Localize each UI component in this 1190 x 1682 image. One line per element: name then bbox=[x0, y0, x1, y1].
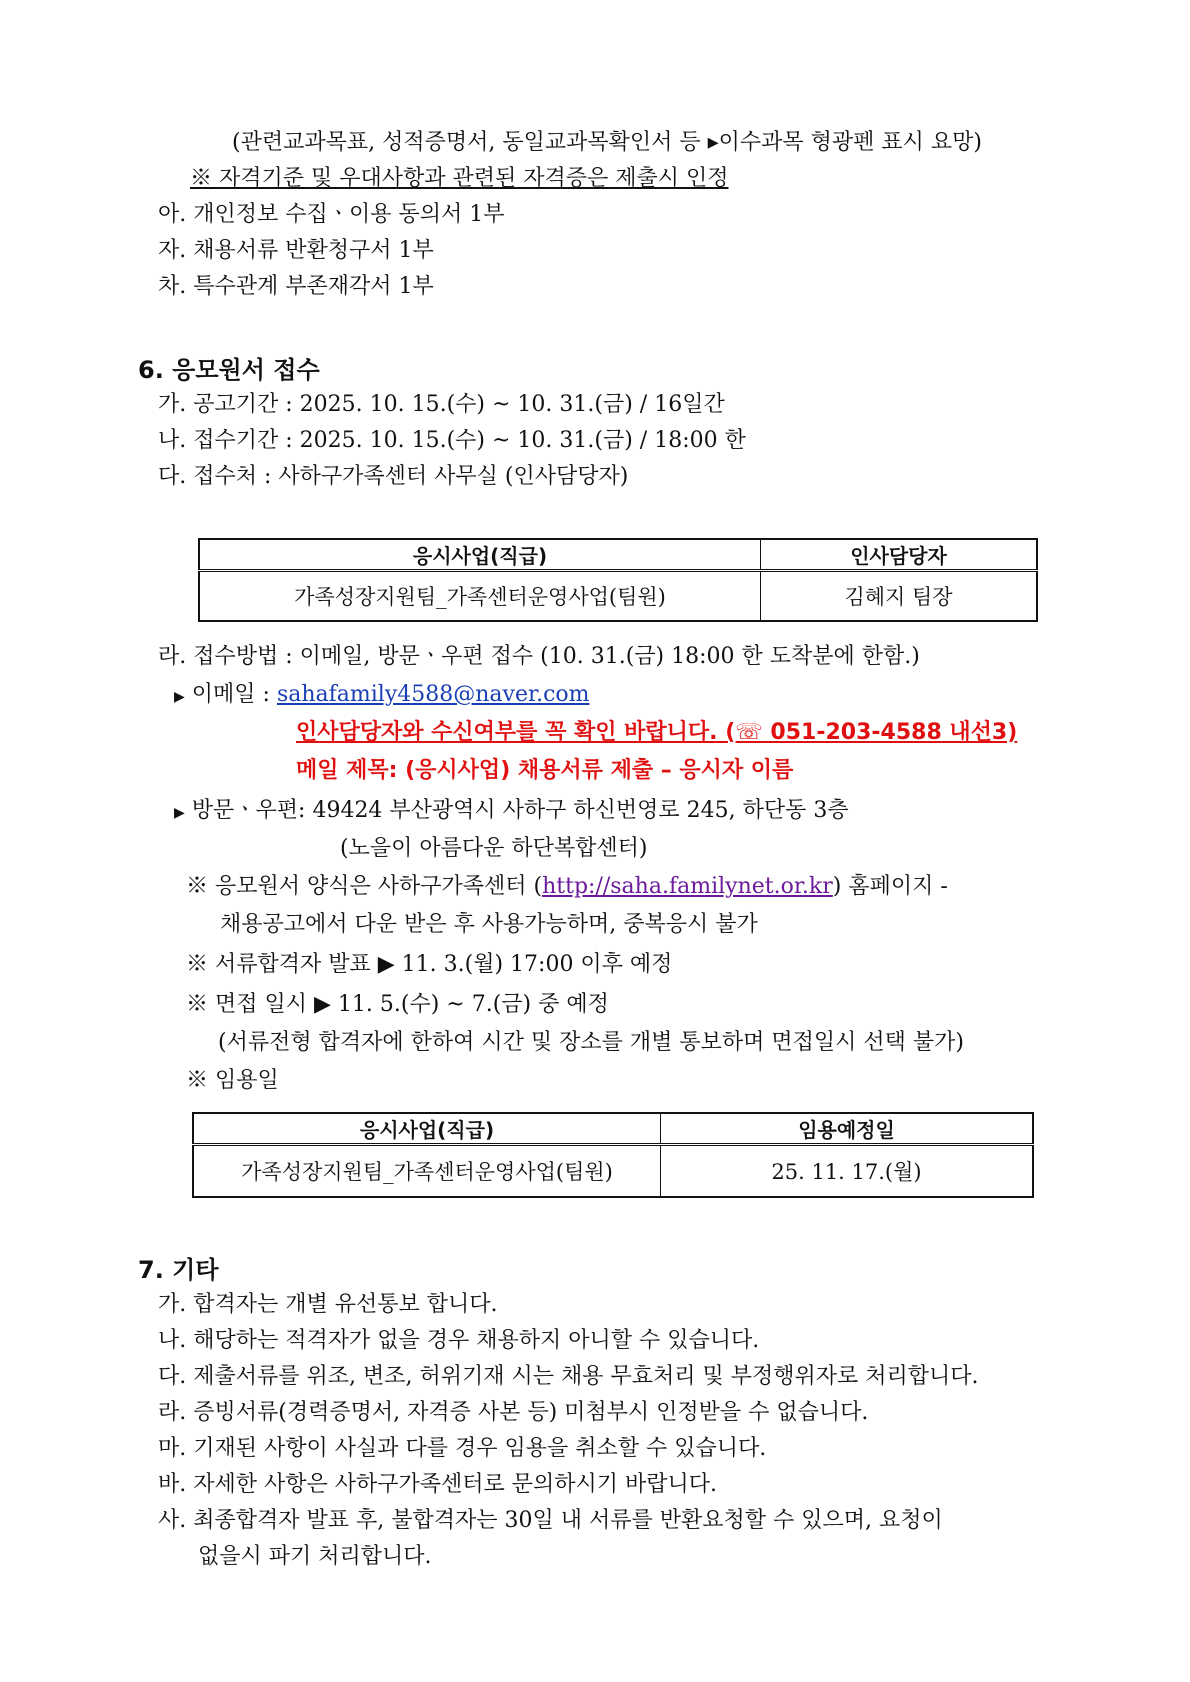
appointment-label: ※ 임용일 bbox=[186, 1068, 279, 1093]
table-header-row bbox=[199, 539, 1037, 571]
list-item: 바. 자세한 사항은 사하구가족센터로 문의하시기 바랍니다. bbox=[158, 1472, 718, 1497]
visit-building: (노을이 아름다운 하단복합센터) bbox=[340, 836, 648, 861]
table-cell: 25. 11. 17.(월) bbox=[771, 1160, 922, 1184]
cert-note: ※ 자격기준 및 우대사항과 관련된 자격증은 제출시 인정 bbox=[190, 166, 729, 191]
receive-method: 라. 접수방법 : 이메일, 방문ㆍ우편 접수 (10. 31.(금) 18:00 한 도착분에 한함.) bbox=[158, 644, 920, 669]
receive-place: 다. 접수처 : 사하구가족센터 사무실 (인사담당자) bbox=[158, 464, 629, 489]
list-item: 라. 증빙서류(경력증명서, 자격증 사본 등) 미첨부시 인정받을 수 없습니다. bbox=[158, 1400, 869, 1425]
list-item: 차. 특수관계 부존재각서 1부 bbox=[158, 274, 434, 299]
email-subject-note: 메일 제목: (응시사업) 채용서류 제출 – 응시자 이름 bbox=[296, 758, 794, 783]
list-item: 나. 해당하는 적격자가 없을 경우 채용하지 아니할 수 있습니다. bbox=[158, 1328, 760, 1353]
visit-address: 방문ㆍ우편: 49424 부산광역시 사하구 하신번영로 245, 하단동 3층 bbox=[191, 798, 849, 823]
form-note-text: ※ 응모원서 양식은 사하구가족센터 ( bbox=[186, 874, 543, 899]
list-item: 아. 개인정보 수집ㆍ이용 동의서 1부 bbox=[158, 202, 505, 227]
triangle-bullet-icon: ▶ bbox=[174, 689, 185, 705]
table-header-cell: 인사담당자 bbox=[761, 539, 1038, 571]
interview-note: ※ 면접 일시 ▶ 11. 5.(수) ~ 7.(금) 중 예정 bbox=[186, 992, 609, 1017]
form-note bbox=[186, 872, 948, 902]
email-label: 이메일 : bbox=[191, 682, 277, 707]
notice-period: 가. 공고기간 : 2025. 10. 15.(수) ~ 10. 31.(금) / 16일간 bbox=[158, 392, 725, 417]
table-row bbox=[193, 1145, 1033, 1198]
table-header-cell: 응시사업(직급) bbox=[199, 539, 761, 571]
table-cell: 가족성장지원팀_가족센터운영사업(팀원) bbox=[199, 571, 761, 622]
form-note-cont: 채용공고에서 다운 받은 후 사용가능하며, 중복응시 불가 bbox=[220, 912, 758, 937]
section-7-heading: 7. 기타 bbox=[138, 1256, 219, 1284]
list-item-cont: 없을시 파기 처리합니다. bbox=[198, 1544, 432, 1569]
receive-period: 나. 접수기간 : 2025. 10. 15.(수) ~ 10. 31.(금) / 18:00 한 bbox=[158, 428, 746, 453]
appointment-table bbox=[192, 1112, 1034, 1198]
doc-result-note: ※ 서류합격자 발표 ▶ 11. 3.(월) 17:00 이후 예정 bbox=[186, 952, 673, 977]
list-item: 자. 채용서류 반환청구서 1부 bbox=[158, 238, 434, 263]
triangle-bullet-icon: ▶ bbox=[174, 805, 185, 821]
form-note-text: ) 홈페이지 - bbox=[832, 874, 948, 899]
visit-line bbox=[174, 796, 849, 828]
contact-table bbox=[198, 538, 1038, 622]
docs-note: (관련교과목표, 성적증명서, 동일교과목확인서 등 ▸이수과목 형광펜 표시 요망) bbox=[232, 130, 982, 155]
table-cell: 가족성장지원팀_가족센터운영사업(팀원) bbox=[193, 1145, 661, 1198]
email-link[interactable]: sahafamily4588@naver.com bbox=[276, 682, 590, 707]
table-row bbox=[199, 571, 1037, 622]
list-item: 다. 제출서류를 위조, 변조, 허위기재 시는 채용 무효처리 및 부정행위자로 처리합니다. bbox=[158, 1364, 979, 1389]
list-item: 가. 합격자는 개별 유선통보 합니다. bbox=[158, 1292, 498, 1317]
table-header-cell: 임용예정일 bbox=[661, 1113, 1034, 1145]
table-header-row bbox=[193, 1113, 1033, 1145]
table-header-cell: 응시사업(직급) bbox=[193, 1113, 661, 1145]
table-cell: 김혜지 팀장 bbox=[844, 585, 953, 609]
list-item: 마. 기재된 사항이 사실과 다를 경우 임용을 취소할 수 있습니다. bbox=[158, 1436, 767, 1461]
email-confirm-note: 인사담당자와 수신여부를 꼭 확인 바랍니다. (☏ 051-203-4588 내선3) bbox=[296, 720, 1018, 745]
section-6-heading: 6. 응모원서 접수 bbox=[138, 356, 320, 384]
list-item: 사. 최종합격자 발표 후, 불합격자는 30일 내 서류를 반환요청할 수 있으며, 요청이 bbox=[158, 1508, 943, 1533]
homepage-link[interactable]: http://saha.familynet.or.kr bbox=[542, 874, 833, 899]
email-line bbox=[174, 680, 590, 712]
interview-detail: (서류전형 합격자에 한하여 시간 및 장소를 개별 통보하며 면접일시 선택 불가) bbox=[218, 1030, 964, 1055]
